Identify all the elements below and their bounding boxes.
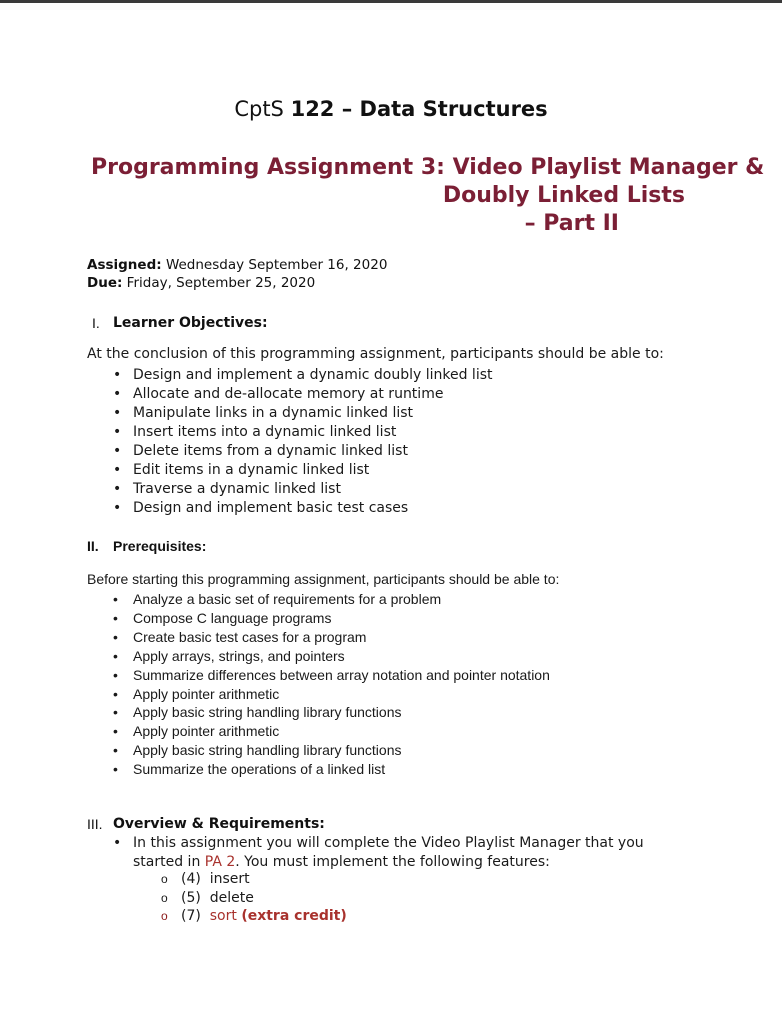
section-heading: Overview & Requirements: — [113, 816, 325, 832]
feature-item-sort — [161, 907, 347, 926]
objectives-list — [113, 366, 493, 518]
prerequisites-list — [113, 590, 550, 779]
prerequisites-intro: Before starting this programming assignment, participants should be able to: — [87, 571, 560, 587]
top-border — [0, 0, 782, 3]
list-item: • Manipulate links in a dynamic linked list — [113, 404, 493, 423]
list-item: • Create basic test cases for a program — [113, 628, 550, 647]
section-numeral: I. — [92, 315, 100, 331]
objectives-intro: At the conclusion of this programming assignment, participants should be able to: — [87, 346, 664, 362]
list-item: • Summarize differences between array notation and pointer notation — [113, 666, 550, 685]
list-item: • Compose C language programs — [113, 609, 550, 628]
pa2-link[interactable]: PA 2 — [204, 854, 236, 870]
overview-list — [113, 834, 644, 872]
section-heading: Learner Objectives: — [113, 315, 268, 331]
feature-item-insert — [161, 870, 347, 889]
feature-name: sort — [209, 908, 237, 924]
list-item: • Apply basic string handling library functions — [113, 703, 550, 722]
due-date — [87, 275, 315, 291]
overview-line-1: In this assignment you will complete the Video Playlist Manager that you — [133, 835, 644, 851]
list-item: • Analyze a basic set of requirements for a problem — [113, 590, 550, 609]
list-item: • Design and implement basic test cases — [113, 499, 493, 518]
feature-number: (4) — [181, 871, 201, 887]
list-item: • Insert items into a dynamic linked list — [113, 423, 493, 442]
assigned-label: Assigned: — [87, 257, 162, 273]
section-heading: Prerequisites: — [113, 538, 207, 554]
assigned-value: Wednesday September 16, 2020 — [165, 257, 388, 273]
assigned-date — [87, 257, 387, 273]
list-item: • Apply pointer arithmetic — [113, 685, 550, 704]
feature-number: (5) — [181, 889, 201, 906]
course-header — [0, 97, 782, 121]
feature-name: insert — [209, 871, 250, 887]
due-value: Friday, September 25, 2020 — [126, 275, 316, 291]
list-item: • Summarize the operations of a linked list — [113, 760, 550, 779]
list-item: • Delete items from a dynamic linked list — [113, 442, 493, 461]
overview-line-2-pre: started in — [133, 854, 205, 870]
course-number-title: 122 – Data Structures — [290, 97, 548, 121]
features-list — [161, 870, 347, 926]
assignment-title-line-3: – Part II — [524, 211, 619, 236]
list-item: • Allocate and de-allocate memory at runtime — [113, 385, 493, 404]
list-item: • Apply pointer arithmetic — [113, 722, 550, 741]
list-item: • Design and implement a dynamic doubly linked list — [113, 366, 493, 385]
overview-line-2-post: . You must implement the following features: — [235, 854, 550, 870]
section-numeral: III. — [87, 816, 103, 832]
list-item: • Traverse a dynamic linked list — [113, 480, 493, 499]
course-prefix: CptS — [234, 97, 284, 121]
list-item: • Edit items in a dynamic linked list — [113, 461, 493, 480]
feature-name: delete — [209, 889, 254, 906]
list-item: • Apply arrays, strings, and pointers — [113, 647, 550, 666]
due-label: Due: — [87, 275, 123, 291]
feature-item-delete — [161, 889, 347, 908]
extra-credit-label: (extra credit) — [241, 908, 347, 924]
assignment-title-line-1: Programming Assignment 3: Video Playlist Manager & — [91, 155, 765, 180]
assignment-title-line-2: Doubly Linked Lists — [442, 183, 685, 208]
section-numeral: II. — [87, 538, 99, 554]
list-item — [113, 834, 644, 872]
list-item: • Apply basic string handling library functions — [113, 741, 550, 760]
feature-number: (7) — [181, 908, 201, 924]
